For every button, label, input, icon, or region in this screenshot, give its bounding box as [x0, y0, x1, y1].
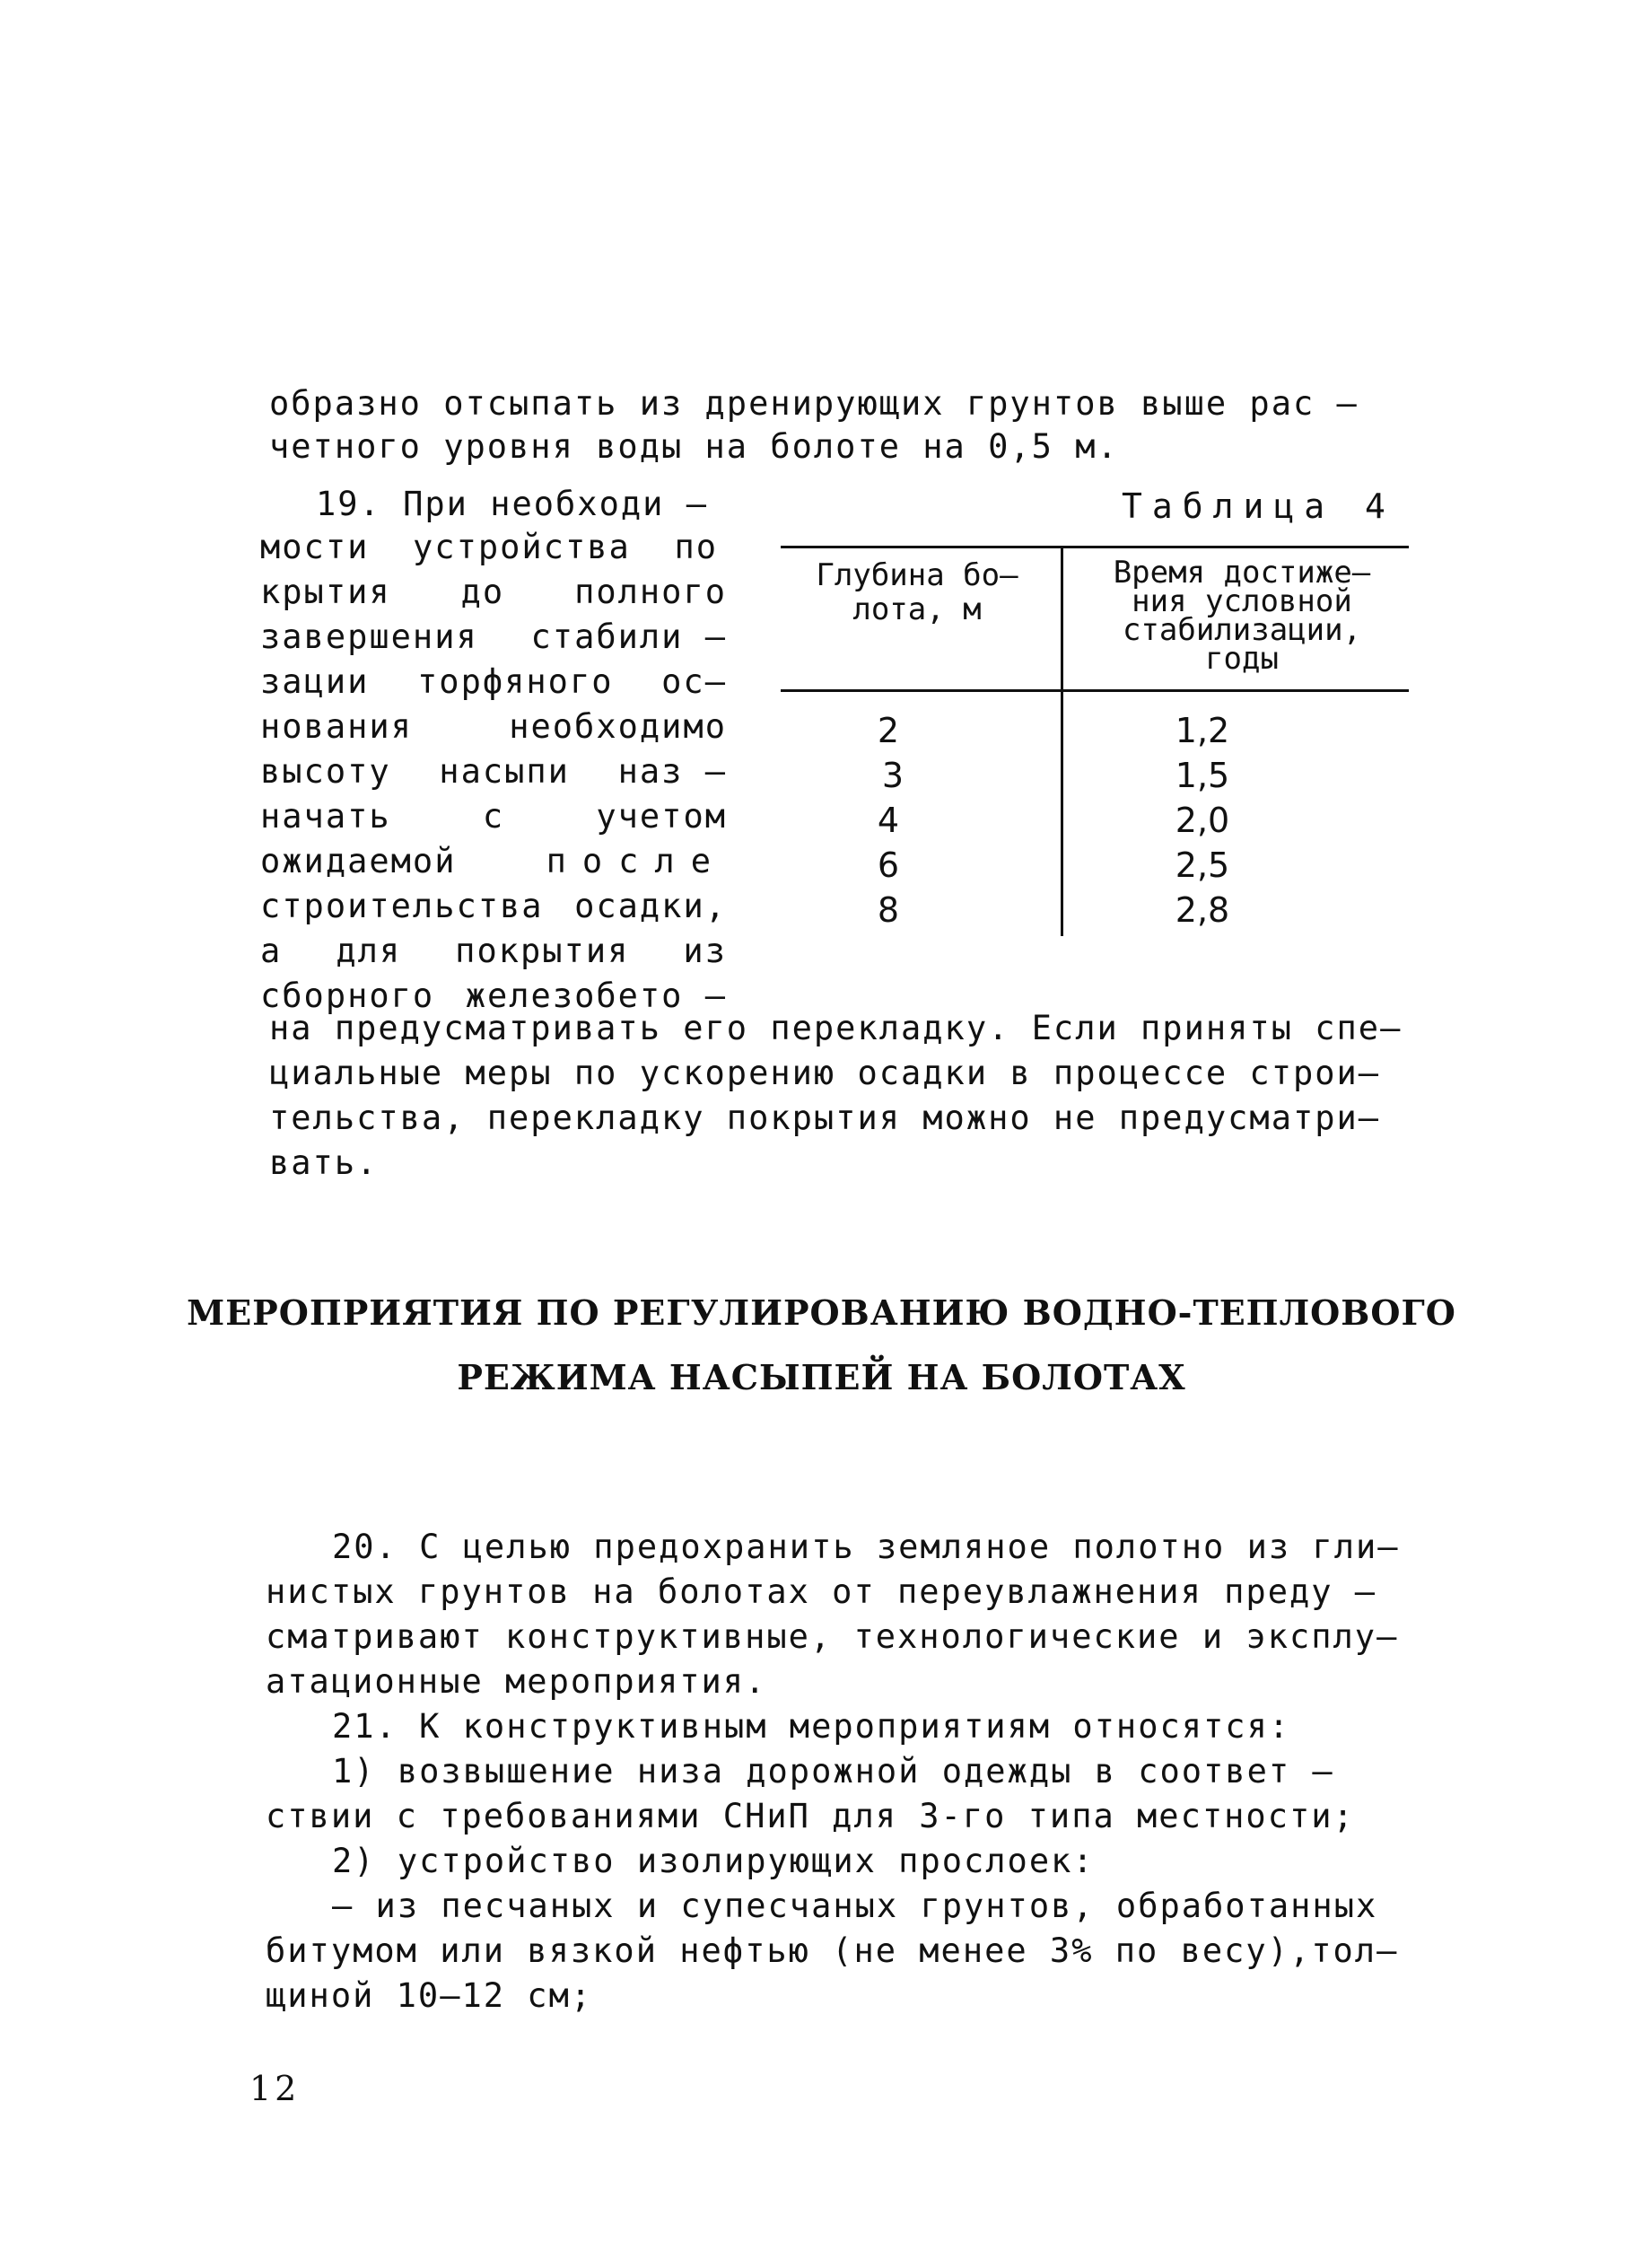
top-paragraph-line-2: четного уровня воды на болоте на 0,5 м. — [269, 427, 1119, 466]
section-heading-line-1: МЕРОПРИЯТИЯ ПО РЕГУЛИРОВАНИЮ ВОДНО-ТЕПЛОВОГО — [187, 1292, 1456, 1333]
para21-line-3: ствии с требованиями СНиП для 3-го типа местности; — [266, 1797, 1355, 1835]
para19-line-6: нования необходимо — [260, 707, 727, 746]
para19-line-11: а для покрытия из — [260, 932, 727, 970]
para19-line-2: мости устройства по — [260, 528, 718, 566]
table-cell-depth: 4 — [877, 801, 900, 840]
table-caption: Таблица 4 — [1122, 486, 1395, 526]
para19-line-1: 19. При необходи – — [316, 485, 708, 523]
table-cell-time: 2,8 — [1175, 890, 1230, 930]
para19-full-line-1: на предусматривать его перекладку. Если приняты спе– — [269, 1009, 1403, 1047]
para19-line-7: высоту насыпи наз – — [260, 752, 727, 791]
table-header-time: Время достиже– ния условной стабилизации, годы — [1113, 555, 1371, 677]
para19-full-line-2: циальные меры по ускорению осадки в процессе строи– — [269, 1054, 1381, 1092]
page-number: 12 — [249, 2069, 301, 2108]
section-heading-line-2: РЕЖИМА НАСЫПЕЙ НА БОЛОТАХ — [457, 1357, 1186, 1397]
table-cell-time: 2,5 — [1175, 845, 1230, 885]
para19-line-3: крытия до полного — [260, 573, 727, 611]
table-cell-depth: 3 — [881, 756, 905, 795]
para19-line-10: строительства осадки, — [260, 887, 727, 925]
para19-line-4: завершения стабили – — [260, 617, 727, 656]
table-cell-time: 2,0 — [1175, 801, 1230, 840]
para19-line-8: начать с учетом — [260, 797, 727, 836]
para19-full-line-3: тельства, перекладку покрытия можно не предусматри– — [269, 1099, 1381, 1137]
para19-line-5: зации торфяного ос– — [260, 662, 727, 701]
para20-line-4: атационные мероприятия. — [266, 1662, 767, 1701]
table-cell-time: 1,2 — [1175, 711, 1230, 750]
table-header-depth: Глубина бо– лота, м — [816, 557, 1018, 627]
para19-line-12: сборного железобето – — [260, 976, 727, 1015]
para21-line-2: 1) возвышение низа дорожной одежды в соответ – — [332, 1752, 1334, 1791]
para19-full-line-4: вать. — [269, 1143, 379, 1182]
para21-line-7: щиной 10–12 см; — [266, 1976, 593, 2015]
para20-line-3: сматривают конструктивные, технологические и эксплу– — [266, 1617, 1399, 1656]
para21-line-4: 2) устройство изолирующих прослоек: — [332, 1842, 1095, 1880]
table-cell-depth: 6 — [877, 845, 900, 885]
table-cell-depth: 2 — [877, 711, 900, 750]
para21-line-1: 21. К конструктивным мероприятиям относятся: — [332, 1707, 1291, 1746]
para20-line-2: нистых грунтов на болотах от переувлажнения преду – — [266, 1572, 1377, 1611]
table-top-rule — [781, 546, 1409, 548]
table-column-rule — [1061, 546, 1063, 936]
para19-line-9: ожидаемой после — [260, 842, 727, 880]
table-cell-depth: 8 — [877, 890, 900, 930]
para21-line-6: битумом или вязкой нефтью (не менее 3% по весу),тол– — [266, 1931, 1399, 1970]
table-cell-time: 1,5 — [1175, 756, 1230, 795]
top-paragraph-line-1: образно отсыпать из дренирующих грунтов выше рас – — [269, 384, 1359, 423]
para21-line-5: – из песчаных и супесчаных грунтов, обработанных — [332, 1887, 1378, 1925]
para20-line-1: 20. С целью предохранить земляное полотно из гли– — [332, 1528, 1400, 1566]
table-header-rule — [781, 689, 1409, 692]
